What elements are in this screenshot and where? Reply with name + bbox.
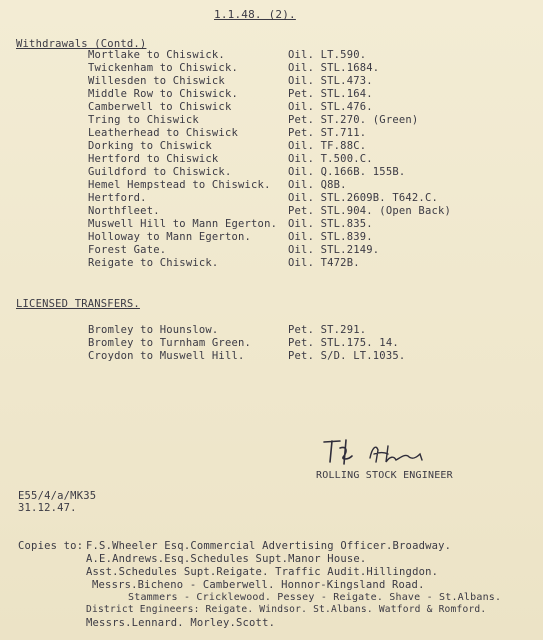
- transfer-detail: Pet. S/D. LT.1035.: [288, 350, 406, 362]
- withdrawal-route: Dorking to Chiswick: [88, 140, 212, 152]
- withdrawal-route: Forest Gate.: [88, 244, 167, 256]
- withdrawal-route: Willesden to Chiswick: [88, 75, 225, 87]
- withdrawal-detail: Oil. LT.590.: [288, 49, 367, 61]
- withdrawal-route: Reigate to Chiswick.: [88, 257, 219, 269]
- copies-line: Stammers - Cricklewood. Pessey - Reigate. Shave - St.Albans.: [128, 592, 502, 603]
- withdrawal-detail: Pet. ST.711.: [288, 127, 367, 139]
- withdrawal-route: Camberwell to Chiswick: [88, 101, 232, 113]
- transfer-route: Bromley to Turnham Green.: [88, 337, 252, 349]
- withdrawal-route: Tring to Chiswick: [88, 114, 199, 126]
- reference-code: E55/4/a/MK35: [18, 490, 97, 502]
- withdrawal-route: Hemel Hempstead to Chiswick.: [88, 179, 271, 191]
- withdrawals-heading: Withdrawals (Contd.): [16, 38, 147, 50]
- copies-line: Asst.Schedules Supt.Reigate. Traffic Audit.Hillingdon.: [86, 566, 439, 578]
- withdrawal-detail: Oil. T.500.C.: [288, 153, 373, 165]
- withdrawal-route: Twickenham to Chiswick.: [88, 62, 238, 74]
- transfer-detail: Pet. ST.291.: [288, 324, 367, 336]
- withdrawal-route: Middle Row to Chiswick.: [88, 88, 238, 100]
- withdrawal-route: Mortlake to Chiswick.: [88, 49, 225, 61]
- withdrawal-route: Leatherhead to Chiswick: [88, 127, 238, 139]
- page-header: 1.1.48. (2).: [214, 8, 296, 21]
- withdrawal-detail: Oil. TF.88C.: [288, 140, 367, 152]
- licensed-transfers-heading: LICENSED TRANSFERS.: [16, 298, 140, 310]
- copies-line: Messrs.Bicheno - Camberwell. Honnor-Kingsland Road.: [92, 579, 425, 591]
- withdrawal-detail: Pet. STL.904. (Open Back): [288, 205, 452, 217]
- withdrawal-detail: Oil. STL.2609B. T642.C.: [288, 192, 438, 204]
- copies-line: A.E.Andrews.Esq.Schedules Supt.Manor House.: [86, 553, 367, 565]
- signatory-title: ROLLING STOCK ENGINEER: [316, 470, 453, 481]
- transfer-route: Bromley to Hounslow.: [88, 324, 219, 336]
- withdrawal-route: Muswell Hill to Mann Egerton.: [88, 218, 278, 230]
- withdrawal-route: Guildford to Chiswick.: [88, 166, 232, 178]
- withdrawal-detail: Oil. Q.166B. 155B.: [288, 166, 406, 178]
- copies-line: District Engineers: Reigate. Windsor. St.Albans. Watford & Romford.: [86, 604, 487, 615]
- withdrawal-detail: Oil. STL.473.: [288, 75, 373, 87]
- withdrawal-detail: Oil. STL.2149.: [288, 244, 380, 256]
- withdrawal-detail: Oil. STL.476.: [288, 101, 373, 113]
- copies-line: Messrs.Lennard. Morley.Scott.: [86, 617, 276, 629]
- copies-label: Copies to:: [18, 540, 84, 552]
- withdrawal-detail: Pet. STL.164.: [288, 88, 373, 100]
- copies-line: F.S.Wheeler Esq.Commercial Advertising Officer.Broadway.: [86, 540, 452, 552]
- withdrawal-route: Hertford.: [88, 192, 147, 204]
- withdrawal-detail: Oil. STL.839.: [288, 231, 373, 243]
- withdrawal-route: Holloway to Mann Egerton.: [88, 231, 252, 243]
- transfer-detail: Pet. STL.175. 14.: [288, 337, 399, 349]
- withdrawal-route: Northfleet.: [88, 205, 160, 217]
- withdrawal-detail: Oil. STL.1684.: [288, 62, 380, 74]
- transfer-route: Croydon to Muswell Hill.: [88, 350, 245, 362]
- withdrawal-detail: Oil. Q8B.: [288, 179, 347, 191]
- withdrawal-route: Hertford to Chiswick: [88, 153, 219, 165]
- withdrawal-detail: Oil. STL.835.: [288, 218, 373, 230]
- withdrawal-detail: Pet. ST.270. (Green): [288, 114, 419, 126]
- withdrawal-detail: Oil. T472B.: [288, 257, 360, 269]
- reference-date: 31.12.47.: [18, 502, 77, 514]
